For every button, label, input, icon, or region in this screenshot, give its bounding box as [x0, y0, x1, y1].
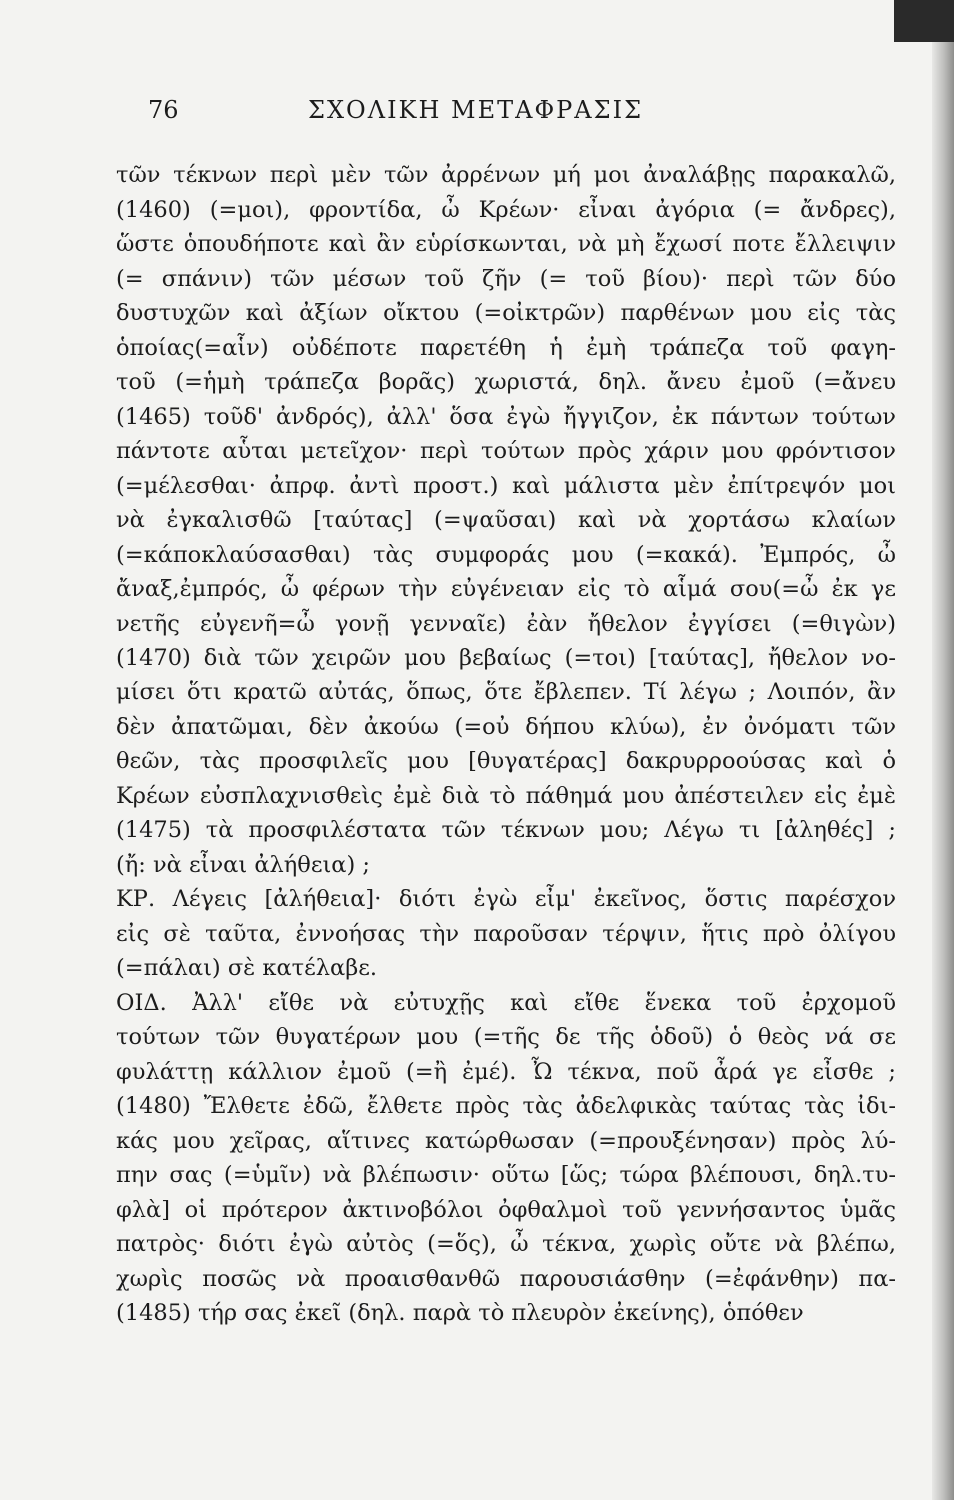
text-line: τῶν τέκνων περὶ μὲν τῶν ἀρρένων μή μοι ἀναλάβῃς παρακαλῶ,	[116, 162, 896, 188]
scan-corner	[894, 0, 954, 42]
text-line: ὥστε ὁπουδήποτε καὶ ἂν εὑρίσκωνται, νὰ μὴ ἔχωσί ποτε ἔλλειψιν	[116, 231, 896, 257]
text-line: (1475) τὰ προσφιλέστατα τῶν τέκνων μου; Λέγω τι [ἀληθές] ;	[116, 817, 896, 843]
text-line: πάντοτε αὗται μετεῖχον· περὶ τούτων πρὸς χάριν μου φρόντισον	[116, 438, 896, 464]
text-line: (1485) τήρ σας ἐκεῖ (δηλ. παρὰ τὸ πλευρὸν ἐκείνης), ὁπόθεν	[116, 1300, 804, 1326]
text-line: ὁποίας(=αἷν) οὐδέποτε παρετέθη ἡ ἐμὴ τράπεζα τοῦ φαγη-	[116, 335, 896, 361]
text-line: μίσει ὅτι κρατῶ αὐτάς, ὅπως, ὅτε ἔβλεπεν. Τί λέγω ; Λοιπόν, ἂν	[116, 679, 896, 705]
text-line: θεῶν, τὰς προσφιλεῖς μου [θυγατέρας] δακρυρροούσας καὶ ὁ	[116, 748, 896, 774]
text-line: χωρὶς ποσῶς νὰ προαισθανθῶ παρουσιάσθην (=ἐφάνθην) πα-	[116, 1266, 896, 1292]
text-line: (=μέλεσθαι· ἀπρφ. ἀντὶ προστ.) καὶ μάλιστα μὲν ἐπίτρεψόν μοι	[116, 473, 896, 499]
text-line: νὰ ἐγκαλισθῶ [ταύτας] (=ψαῦσαι) καὶ νὰ χορτάσω κλαίων	[116, 507, 896, 533]
text-line: (=πάλαι) σὲ κατέλαβε.	[116, 955, 378, 981]
text-line: εἰς σὲ ταῦτα, ἐννοήσας τὴν παροῦσαν τέρψιν, ἥτις πρὸ ὀλίγου	[116, 921, 896, 947]
text-line: φυλάττῃ κάλλιον ἐμοῦ (=ἢ ἐμέ). Ὦ τέκνα, ποῦ ἆρά γε εἶσθε ;	[116, 1059, 896, 1085]
page-number: 76	[148, 96, 179, 124]
text-line: φλὰ] οἱ πρότερον ἀκτινοβόλοι ὀφθαλμοὶ τοῦ γεννήσαντος ὑμᾶς	[116, 1197, 896, 1223]
text-line: ἄναξ,ἐμπρός, ὦ φέρων τὴν εὐγένειαν εἰς τὸ αἷμά σου(=ὦ ἐκ γε	[116, 576, 896, 602]
text-line: δυστυχῶν καὶ ἀξίων οἴκτου (=οἰκτρῶν) παρθένων μου εἰς τὰς	[116, 300, 896, 326]
text-line: Κρέων εὐσπλαχνισθεὶς ἐμὲ διὰ τὸ πάθημά μου ἀπέστειλεν εἰς ἐμὲ	[116, 783, 896, 809]
text-line: κάς μου χεῖρας, αἵτινες κατώρθωσαν (=προυξένησαν) πρὸς λύ-	[116, 1128, 896, 1154]
text-line: (= σπάνιν) τῶν μέσων τοῦ ζῆν (= τοῦ βίου)· περὶ τῶν δύο	[116, 266, 896, 292]
text-line: ΚΡ. Λέγεις [ἀλήθεια]· διότι ἐγὼ εἶμ' ἐκεῖνος, ὅστις παρέσχον	[116, 886, 896, 912]
running-title: ΣΧΟΛΙΚΗ ΜΕΤΑΦΡΑΣΙΣ	[308, 96, 644, 124]
text-line: (1480) Ἔλθετε ἐδῶ, ἔλθετε πρὸς τὰς ἀδελφικὰς ταύτας τὰς ἰδι-	[116, 1093, 896, 1119]
text-line: τοῦ (=ἡμὴ τράπεζα βορᾶς) χωριστά, δηλ. ἄνευ ἐμοῦ (=ἄνευ	[116, 369, 896, 395]
page-edge-shadow	[932, 0, 954, 1500]
book-page	[116, 96, 896, 1326]
text-line: ΟΙΔ. Ἀλλ' εἴθε νὰ εὐτυχῇς καὶ εἴθε ἕνεκα τοῦ ἐρχομοῦ	[116, 990, 896, 1016]
text-line: δὲν ἀπατῶμαι, δὲν ἀκούω (=οὐ δήπου κλύω), ἐν ὀνόματι τῶν	[116, 714, 896, 740]
text-line: πην σας (=ὑμῖν) νὰ βλέπωσιν· οὕτω [ὥς; τώρα βλέπουσι, δηλ.τυ-	[116, 1162, 896, 1188]
page-header	[116, 96, 896, 148]
text-line: (1465) τοῦδ' ἀνδρός), ἀλλ' ὅσα ἐγὼ ἤγγιζον, ἐκ πάντων τούτων	[116, 404, 896, 430]
text-line: (ἤ: νὰ εἶναι ἀλήθεια) ;	[116, 852, 371, 878]
text-line: (1470) διὰ τῶν χειρῶν μου βεβαίως (=τοι) [ταύτας], ἤθελον νο-	[116, 645, 896, 671]
text-line: (1460) (=μοι), φροντίδα, ὦ Κρέων· εἶναι ἀγόρια (= ἄνδρες),	[116, 197, 896, 223]
text-line: τούτων τῶν θυγατέρων μου (=τῆς δε τῆς ὁδοῦ) ὁ θεὸς νά σε	[116, 1024, 896, 1050]
text-line: πατρὸς· διότι ἐγὼ αὐτὸς (=ὅς), ὦ τέκνα, χωρὶς οὔτε νὰ βλέπω,	[116, 1231, 896, 1257]
text-line: νετῆς εὐγενῆ=ὦ γονῇ γενναῖε) ἐὰν ἤθελον ἐγγίσει (=θιγὼν)	[116, 611, 896, 637]
text-line: (=κάποκλαύσασθαι) τὰς συμφοράς μου (=κακά). Ἐμπρός, ὦ	[116, 542, 896, 568]
